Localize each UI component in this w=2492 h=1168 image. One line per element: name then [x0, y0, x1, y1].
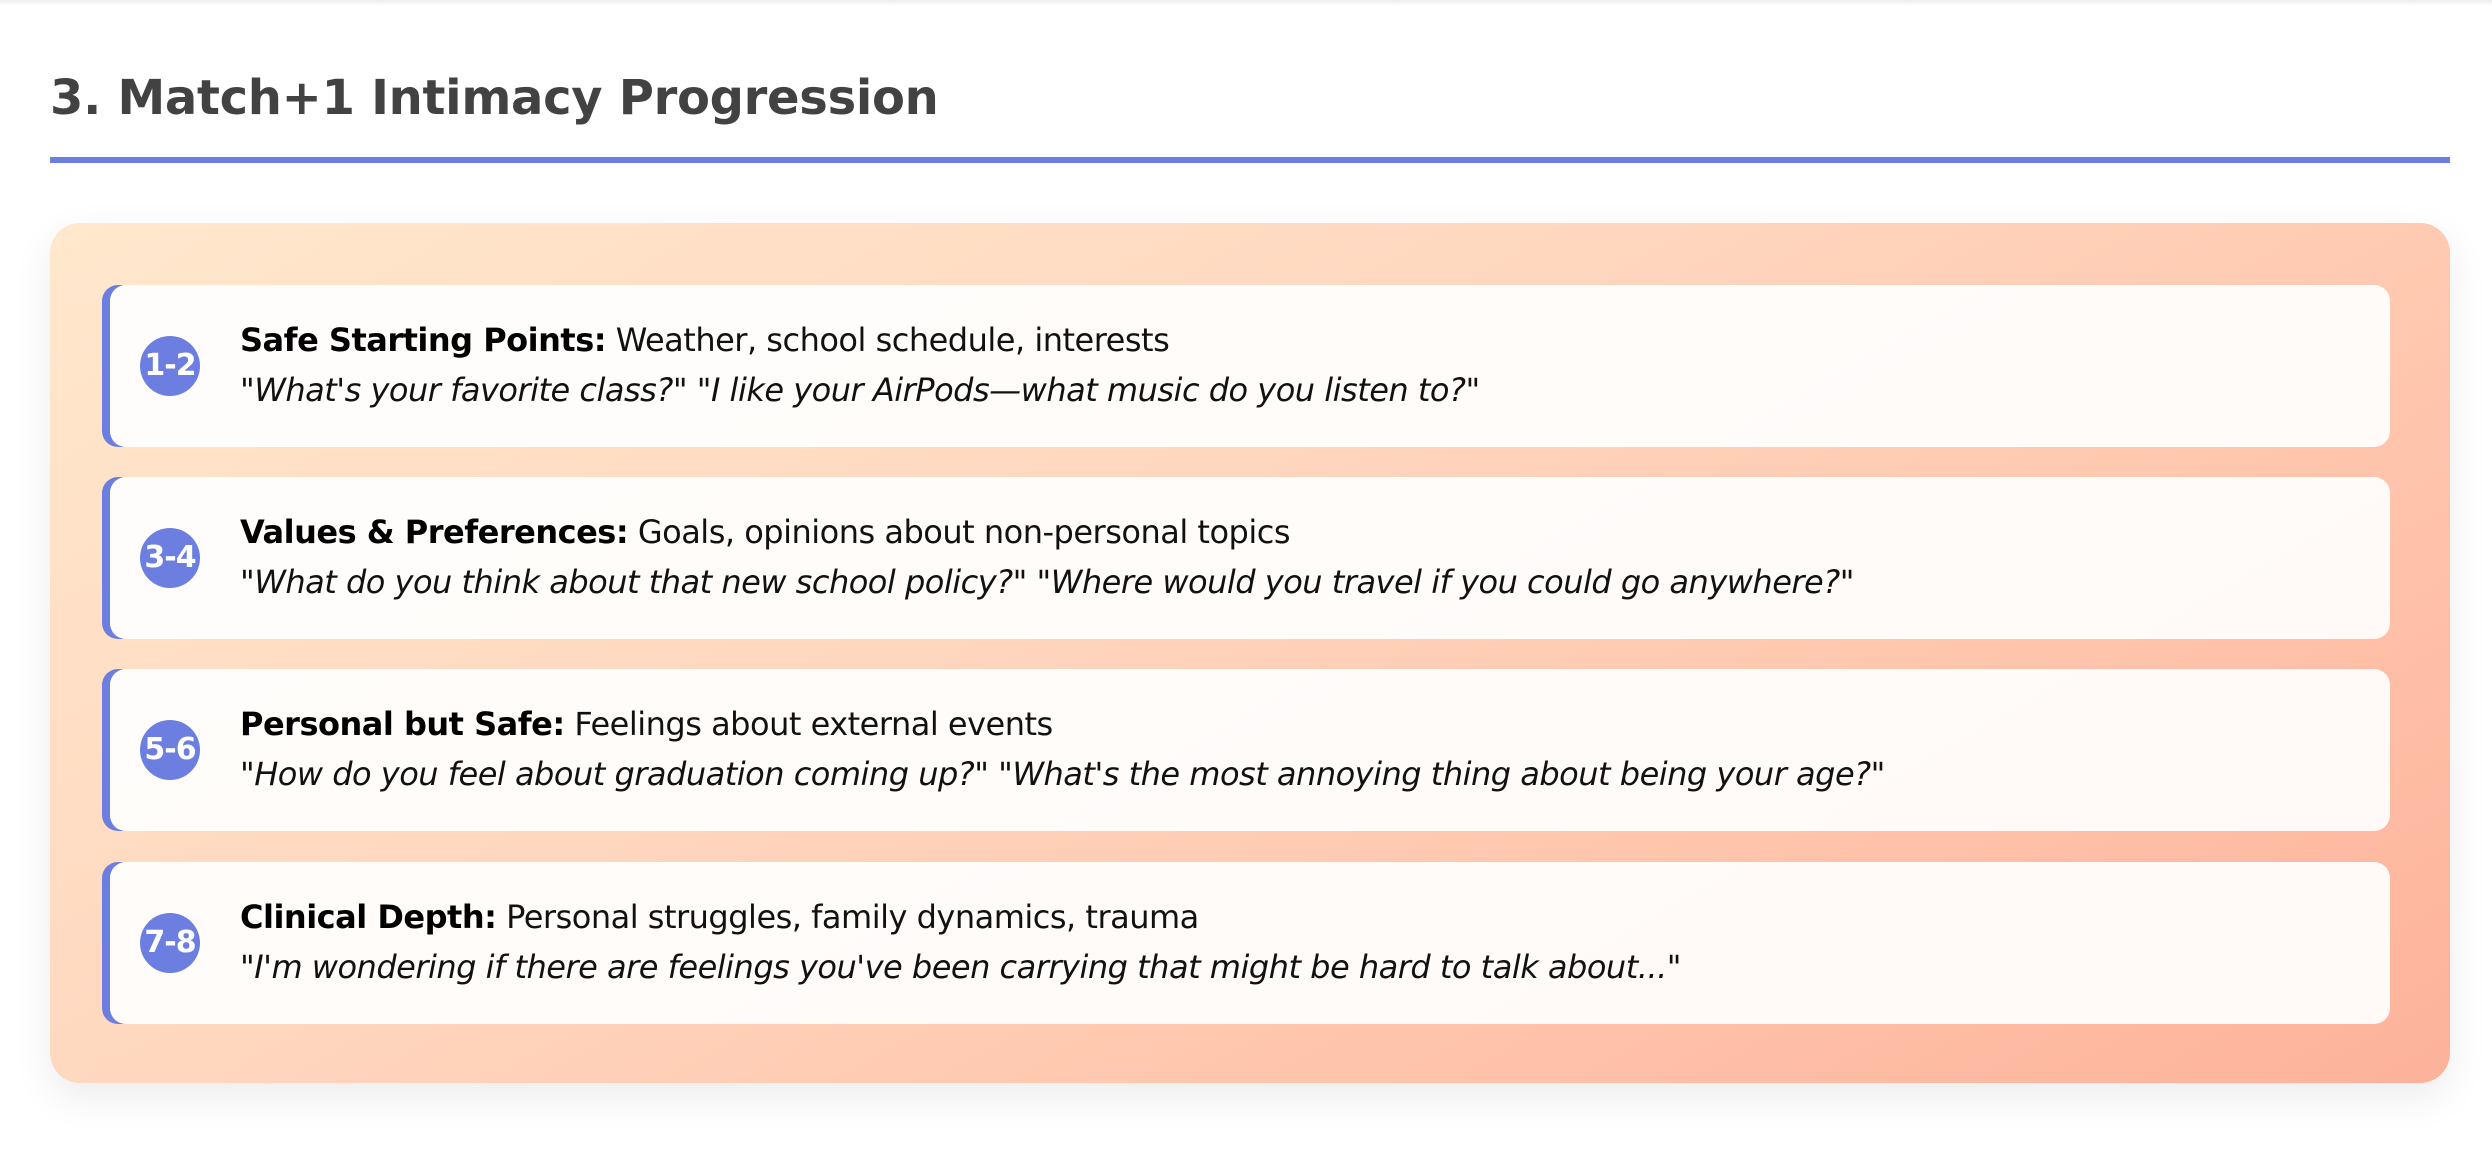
stage-example: "I'm wondering if there are feelings you've been carrying that might be hard to talk about...": [240, 948, 1681, 986]
title-underline: [50, 157, 2450, 163]
stage-text: [240, 319, 2360, 411]
stage-example: "What do you think about that new school policy?" "Where would you travel if you could go anywhere?": [240, 563, 1854, 601]
stage-summary: [240, 511, 2360, 553]
stage-badge: 3-4: [140, 528, 200, 588]
stage-heading: Personal but Safe:: [240, 705, 565, 743]
stage-summary: [240, 703, 2360, 745]
section-title: 3. Match+1 Intimacy Progression: [50, 70, 939, 126]
stage-description: Weather, school schedule, interests: [615, 321, 1170, 359]
stage-text: [240, 511, 2360, 603]
top-shade: [0, 0, 2492, 6]
stage-description: Personal struggles, family dynamics, trauma: [506, 898, 1199, 936]
stage-description: Goals, opinions about non-personal topics: [637, 513, 1290, 551]
stage-card-5-6: [110, 669, 2390, 831]
stage-text: [240, 703, 2360, 795]
stage-description: Feelings about external events: [574, 705, 1053, 743]
stage-example: "What's your favorite class?" "I like your AirPods—what music do you listen to?": [240, 371, 1480, 409]
stage-badge: 5-6: [140, 720, 200, 780]
stage-card-3-4: [110, 477, 2390, 639]
stage-heading: Values & Preferences:: [240, 513, 629, 551]
stage-card-1-2: [110, 285, 2390, 447]
stage-heading: Safe Starting Points:: [240, 321, 607, 359]
stage-card-7-8: [110, 862, 2390, 1024]
stage-heading: Clinical Depth:: [240, 898, 497, 936]
stage-summary: [240, 319, 2360, 361]
stage-badge: 1-2: [140, 336, 200, 396]
stage-badge: 7-8: [140, 913, 200, 973]
stage-example: "How do you feel about graduation coming up?" "What's the most annoying thing about being your age?": [240, 755, 1885, 793]
stage-summary: [240, 896, 2360, 938]
stage-text: [240, 896, 2360, 988]
progression-panel: [50, 223, 2450, 1083]
